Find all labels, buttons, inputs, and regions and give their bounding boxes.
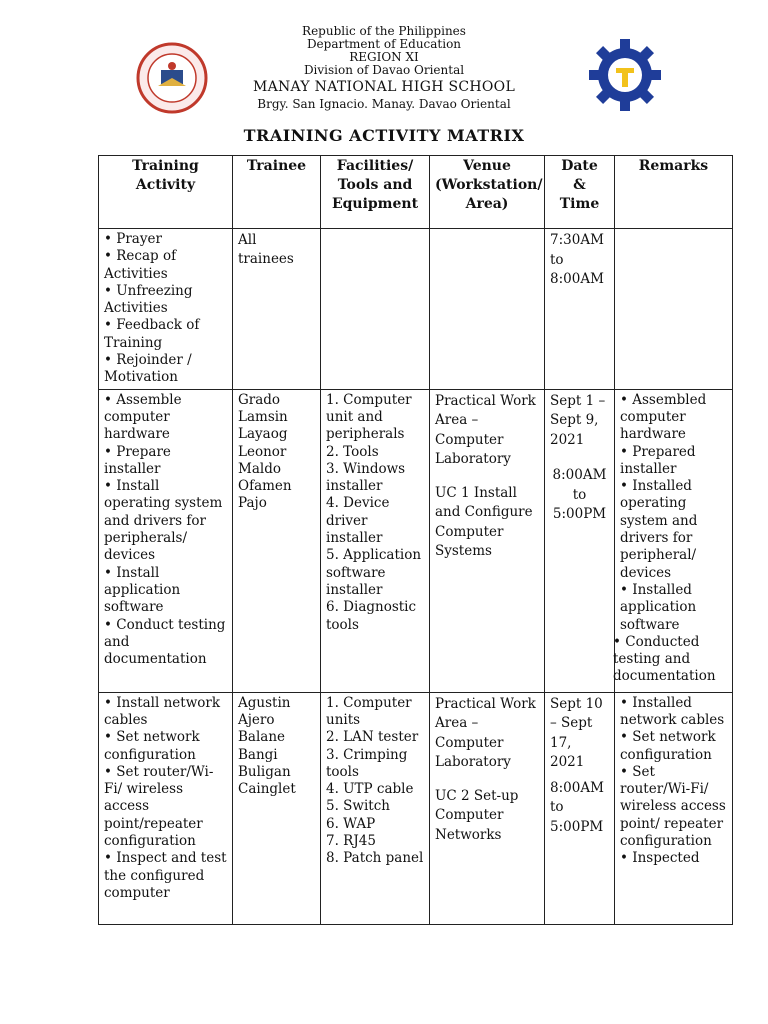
list-item: • Conduct testing and documentation	[104, 616, 226, 668]
list-item: • Prepare installer	[104, 443, 171, 477]
cell-activity	[99, 692, 233, 924]
cell-trainee: Grado Lamsin Layaog Leonor Maldo Ofamen Pajo	[233, 389, 321, 692]
gear-logo-icon	[585, 35, 665, 115]
header-venue: Venue (Workstation/ Area)	[430, 156, 545, 229]
list-item: • Prepared installer	[620, 443, 696, 477]
cell-venue: Practical Work Area – Computer Laboratory UC 2 Set-up Computer Networks	[430, 692, 545, 924]
document-title: TRAINING ACTIVITY MATRIX	[243, 126, 525, 145]
cell-remarks	[615, 389, 733, 692]
header-line-4: Division of Davao Oriental	[303, 63, 465, 77]
list-item: • Installed application software	[620, 581, 697, 633]
school-name: MANAY NATIONAL HIGH SCHOOL	[252, 79, 516, 95]
header-trainee: Trainee	[233, 156, 321, 229]
cell-trainee: Agustin Ajero Balane Bangi Buligan Cainglet	[233, 692, 321, 924]
cell-remarks	[615, 692, 733, 924]
table-header-row	[99, 156, 733, 229]
list-item: • Install application software	[104, 564, 181, 616]
list-item: • Install operating system and drivers for peripherals/ devices	[104, 478, 223, 564]
cell-venue: Practical Work Area – Computer Laboratory UC 1 Install and Configure Computer Systems	[430, 389, 545, 692]
cell-facilities: 1. Computer unit and peripherals 2. Tools 3. Windows installer 4. Device driver installer 5. Application software installer 6. Diagnostic tools	[321, 389, 430, 692]
cell-facilities	[321, 229, 430, 390]
header-training-activity: Training Activity	[99, 156, 233, 229]
table-row	[99, 389, 733, 692]
cell-date-time: Sept 10 – Sept 17, 2021 8:00AM to 5:00PM	[545, 692, 615, 924]
list-item: • Set network configuration	[620, 729, 716, 763]
list-item: • Assemble computer hardware	[104, 391, 182, 443]
cell-activity	[99, 229, 233, 390]
list-item: • Prayer	[104, 231, 162, 247]
header-date-time: Date & Time	[545, 156, 615, 229]
cell-venue	[430, 229, 545, 390]
list-item: • Assembled computer hardware	[620, 391, 707, 443]
header-text	[184, 25, 584, 111]
list-item: • Conducted testing and documentation	[613, 633, 716, 685]
list-item: • Rejoinder / Motivation	[104, 352, 192, 386]
list-item: • Install network cables	[104, 694, 221, 728]
table-row	[99, 692, 733, 924]
cell-activity	[99, 389, 233, 692]
header-line-1: Republic of the Philippines	[302, 24, 466, 38]
list-item: • Inspect and test the configured computer	[104, 850, 227, 901]
list-item: • Recap of Activities	[104, 248, 177, 282]
list-item: • Set network configuration	[104, 729, 200, 763]
training-activity-table	[98, 155, 733, 925]
header-remarks: Remarks	[615, 156, 733, 229]
table-row	[99, 229, 733, 390]
list-item: • Set router/Wi-Fi/ wireless access point/ repeater configuration	[620, 763, 726, 850]
list-item: • Installed operating system and drivers for peripheral/ devices	[620, 478, 698, 581]
cell-remarks	[615, 229, 733, 390]
list-item: • Inspected	[620, 850, 700, 867]
list-item: • Unfreezing Activities	[104, 282, 193, 317]
cell-facilities: 1. Computer units 2. LAN tester 3. Crimping tools 4. UTP cable 5. Switch 6. WAP 7. RJ45 8. Patch panel	[321, 692, 430, 924]
header-line-3: REGION XI	[349, 50, 419, 64]
cell-trainee: All trainees	[233, 229, 321, 390]
document-header	[0, 0, 768, 120]
header-facilities: Facilities/ Tools and Equipment	[321, 156, 430, 229]
cell-date-time: Sept 1 – Sept 9, 2021 8:00AM to 5:00PM	[545, 389, 615, 692]
list-item: • Installed network cables	[620, 694, 725, 728]
cell-date-time: 7:30AM to 8:00AM	[545, 229, 615, 390]
school-address: Brgy. San Ignacio. Manay. Davao Oriental	[257, 97, 511, 111]
list-item: • Set router/Wi-Fi/ wireless access point/repeater configuration	[104, 763, 214, 850]
list-item: • Feedback of Training	[104, 317, 200, 351]
header-line-2: Department of Education	[306, 37, 462, 51]
